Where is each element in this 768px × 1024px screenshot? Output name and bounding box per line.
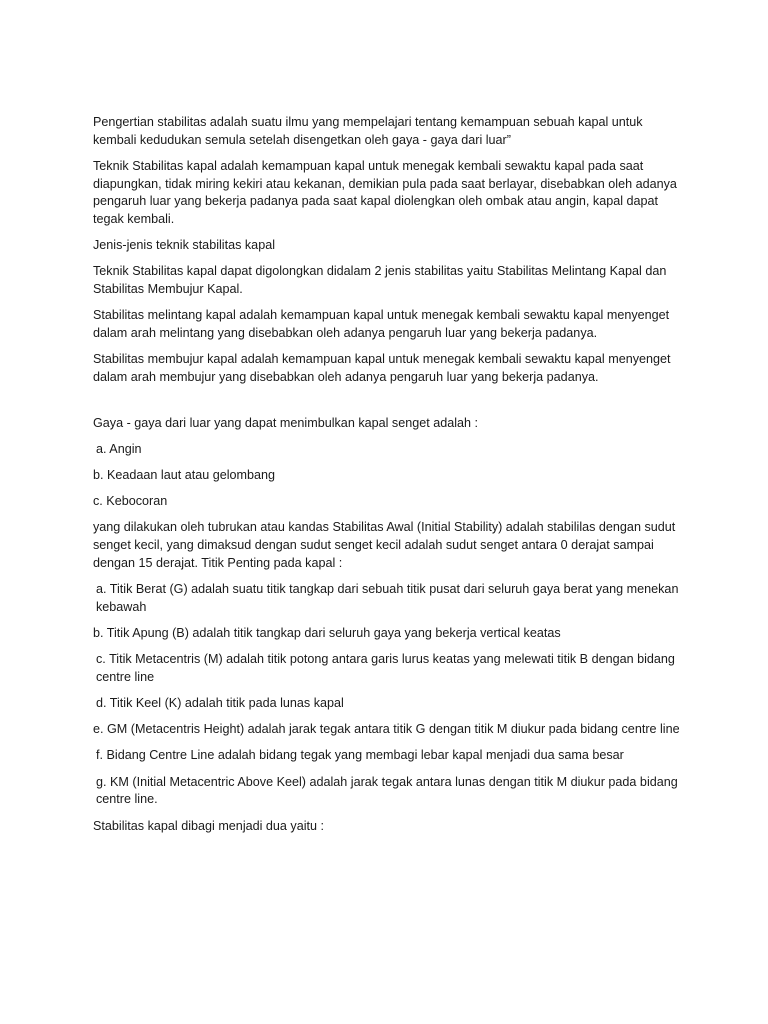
paragraph-longitudinal: Stabilitas membujur kapal adalah kemampuan kapal untuk menegak kembali sewaktu kapal menyenget dalam arah membujur yang disebabkan oleh adanya pengaruh luar yang bekerja padanya. (93, 352, 671, 384)
document-body (93, 114, 683, 844)
list-item-gm: e. GM (Metacentris Height) adalah jarak tegak antara titik G dengan titik M diukur pada bidang centre line (93, 722, 680, 737)
list-item-wind: a. Angin (96, 441, 142, 456)
paragraph-classification: Teknik Stabilitas kapal dapat digolongkan didalam 2 jenis stabilitas yaitu Stabilitas Melintang Kapal dan Stabilitas Membujur Kapal. (93, 264, 667, 297)
list-item-leak: c. Kebocoran (93, 494, 168, 509)
list-item-gravity-point: a. Titik Berat (G) adalah suatu titik tangkap dari sebuah titik pusat dari seluruh gaya berat yang menekan kebawah (96, 582, 679, 614)
paragraph-transverse: Stabilitas melintang kapal adalah kemampuan kapal untuk menegak kembali sewaktu kapal menyenget dalam arah melintang yang disebabkan oleh adanya pengaruh luar yang bekerja padanya. (93, 308, 670, 341)
list-item-metacentre-point: c. Titik Metacentris (M) adalah titik potong antara garis lurus keatas yang melewati titik B dengan bidang centre line (96, 652, 675, 684)
paragraph-types-heading: Jenis-jenis teknik stabilitas kapal (93, 238, 275, 253)
paragraph-definition: Pengertian stabilitas adalah suatu ilmu yang mempelajari tentang kemampuan sebuah kapal untuk kembali kedudukan semula setelah disengetkan oleh gaya - gaya dari luar” (93, 115, 643, 147)
paragraph-initial-stability: yang dilakukan oleh tubrukan atau kandas Stabilitas Awal (Initial Stability) adalah stabililas dengan sudut senget kecil, yang dimaksud dengan sudut senget kecil adalah sudut senget antara 0 derajat sampai dengan 15 derajat. Titik Penting pada kapal : (93, 520, 676, 570)
paragraph-external-forces: Gaya - gaya dari luar yang dapat menimbulkan kapal senget adalah : (93, 415, 479, 430)
list-item-centre-line: f. Bidang Centre Line adalah bidang tegak yang membagi lebar kapal menjadi dua sama besar (96, 748, 624, 763)
paragraph-stability-division: Stabilitas kapal dibagi menjadi dua yaitu : (93, 818, 325, 833)
list-item-km: g. KM (Initial Metacentric Above Keel) adalah jarak tegak antara lunas dengan titik M diukur pada bidang centre line. (96, 774, 678, 807)
list-item-waves: b. Keadaan laut atau gelombang (93, 468, 276, 483)
list-item-keel-point: d. Titik Keel (K) adalah titik pada lunas kapal (96, 696, 344, 711)
paragraph-technique: Teknik Stabilitas kapal adalah kemampuan kapal untuk menegak kembali sewaktu kapal pada saat diapungkan, tidak miring kekiri atau kekanan, demikian pula pada saat berlayar, disebabkan oleh adanya pengaruh luar yang bekerja padanya pada saat kapal diolengkan oleh ombak atau angin, kapal dapat tegak kembali. (93, 158, 677, 227)
list-item-buoyancy-point: b. Titik Apung (B) adalah titik tangkap dari seluruh gaya yang bekerja vertical keatas (93, 625, 561, 640)
